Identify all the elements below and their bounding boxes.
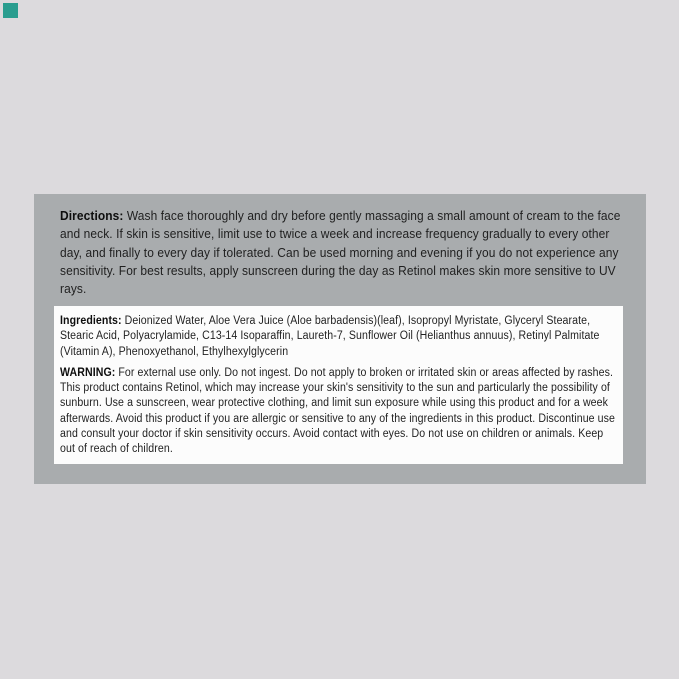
warning-text: For external use only. Do not ingest. Do not apply to broken or irritated skin or areas affected by rashes. This product contains Retinol, which may increase your skin's sensitivity to the sun and particularly the possibility of sunburn. Use a sunscreen, wear protective clothing, and limit sun exposure while using this product and for a week afterwards. Avoid this product if you are allergic or sensitive to any of the ingredients in this product. Discontinue use and consult your doctor if skin sensitivity occurs. Avoid contact with eyes. Do not use on children or animals. Keep out of reach of children. — [60, 366, 616, 456]
directions-paragraph — [60, 207, 626, 298]
ingredients-heading: Ingredients: — [60, 315, 122, 327]
ingredients-warning-box — [54, 306, 623, 464]
corner-marker — [3, 3, 18, 18]
ingredients-text: Deionized Water, Aloe Vera Juice (Aloe barbadensis)(leaf), Isopropyl Myristate, Glyceryl Stearate, Stearic Acid, Polyacrylamide, C13-14 Isoparaffin, Laureth-7, Sunflower Oil (Helianthus annuus), Retinyl Palmitate (Vitamin A), Phenoxyethanol, Ethylhexylglycerin — [60, 315, 600, 358]
warning-heading: WARNING: — [60, 366, 116, 379]
directions-heading: Directions: — [60, 208, 124, 223]
directions-text: Wash face thoroughly and dry before gently massaging a small amount of cream to the face and neck. If skin is sensitive, limit use to twice a week and increase frequency gradually to every other day, and finally to every day if tolerated. Can be used morning and evening if you do not experience any sensitivity. For best results, apply sunscreen during the day as Retinol makes skin more sensitive to UV rays. — [60, 208, 621, 297]
warning-paragraph — [60, 366, 617, 458]
label-panel — [34, 194, 646, 484]
ingredients-paragraph — [60, 314, 617, 360]
